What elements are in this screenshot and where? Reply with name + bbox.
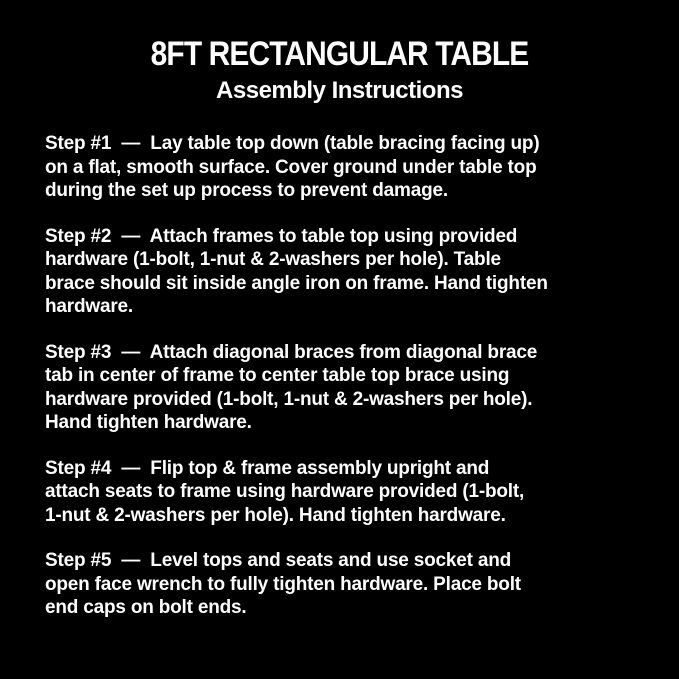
step-3-line-2: tab in center of frame to center table top brace using bbox=[45, 365, 510, 386]
step-1 bbox=[45, 132, 645, 203]
step-1-line-3: during the set up process to prevent damage. bbox=[45, 180, 448, 201]
step-2-line-2: hardware (1-bolt, 1-nut & 2-washers per hole). Table bbox=[45, 249, 501, 270]
step-5-line-2: open face wrench to fully tighten hardware. Place bolt bbox=[45, 573, 521, 595]
page-subtitle: Assembly Instructions bbox=[216, 77, 463, 104]
step-5-line-3: end caps on bolt ends. bbox=[45, 597, 247, 618]
step-3-line-4: Hand tighten hardware. bbox=[45, 412, 252, 433]
step-4-line-1: Step #4 — Flip top & frame assembly upright and bbox=[45, 457, 490, 479]
step-3 bbox=[45, 341, 645, 435]
page-title: 8FT RECTANGULAR TABLE bbox=[150, 35, 529, 73]
step-1-line-2: on a flat, smooth surface. Cover ground under table top bbox=[45, 156, 537, 178]
step-3-line-3: hardware provided (1-bolt, 1-nut & 2-washers per hole). bbox=[45, 388, 533, 410]
step-2 bbox=[45, 225, 645, 319]
step-5-line-1: Step #5 — Level tops and seats and use socket and bbox=[45, 550, 512, 571]
step-2-line-3: brace should sit inside angle iron on frame. Hand tighten bbox=[45, 272, 548, 294]
header bbox=[0, 0, 679, 106]
step-1-line-1: Step #1 — Lay table top down (table bracing facing up) bbox=[45, 133, 540, 154]
step-2-line-4: hardware. bbox=[45, 296, 133, 317]
step-5 bbox=[45, 549, 645, 620]
step-4-line-2: attach seats to frame using hardware provided (1-bolt, bbox=[45, 481, 525, 502]
step-3-line-1: Step #3 — Attach diagonal braces from diagonal brace bbox=[45, 341, 538, 363]
steps-list bbox=[0, 106, 679, 620]
step-2-line-1: Step #2 — Attach frames to table top using provided bbox=[45, 225, 518, 247]
step-4 bbox=[45, 457, 645, 528]
step-4-line-3: 1-nut & 2-washers per hole). Hand tighten hardware. bbox=[45, 504, 506, 526]
